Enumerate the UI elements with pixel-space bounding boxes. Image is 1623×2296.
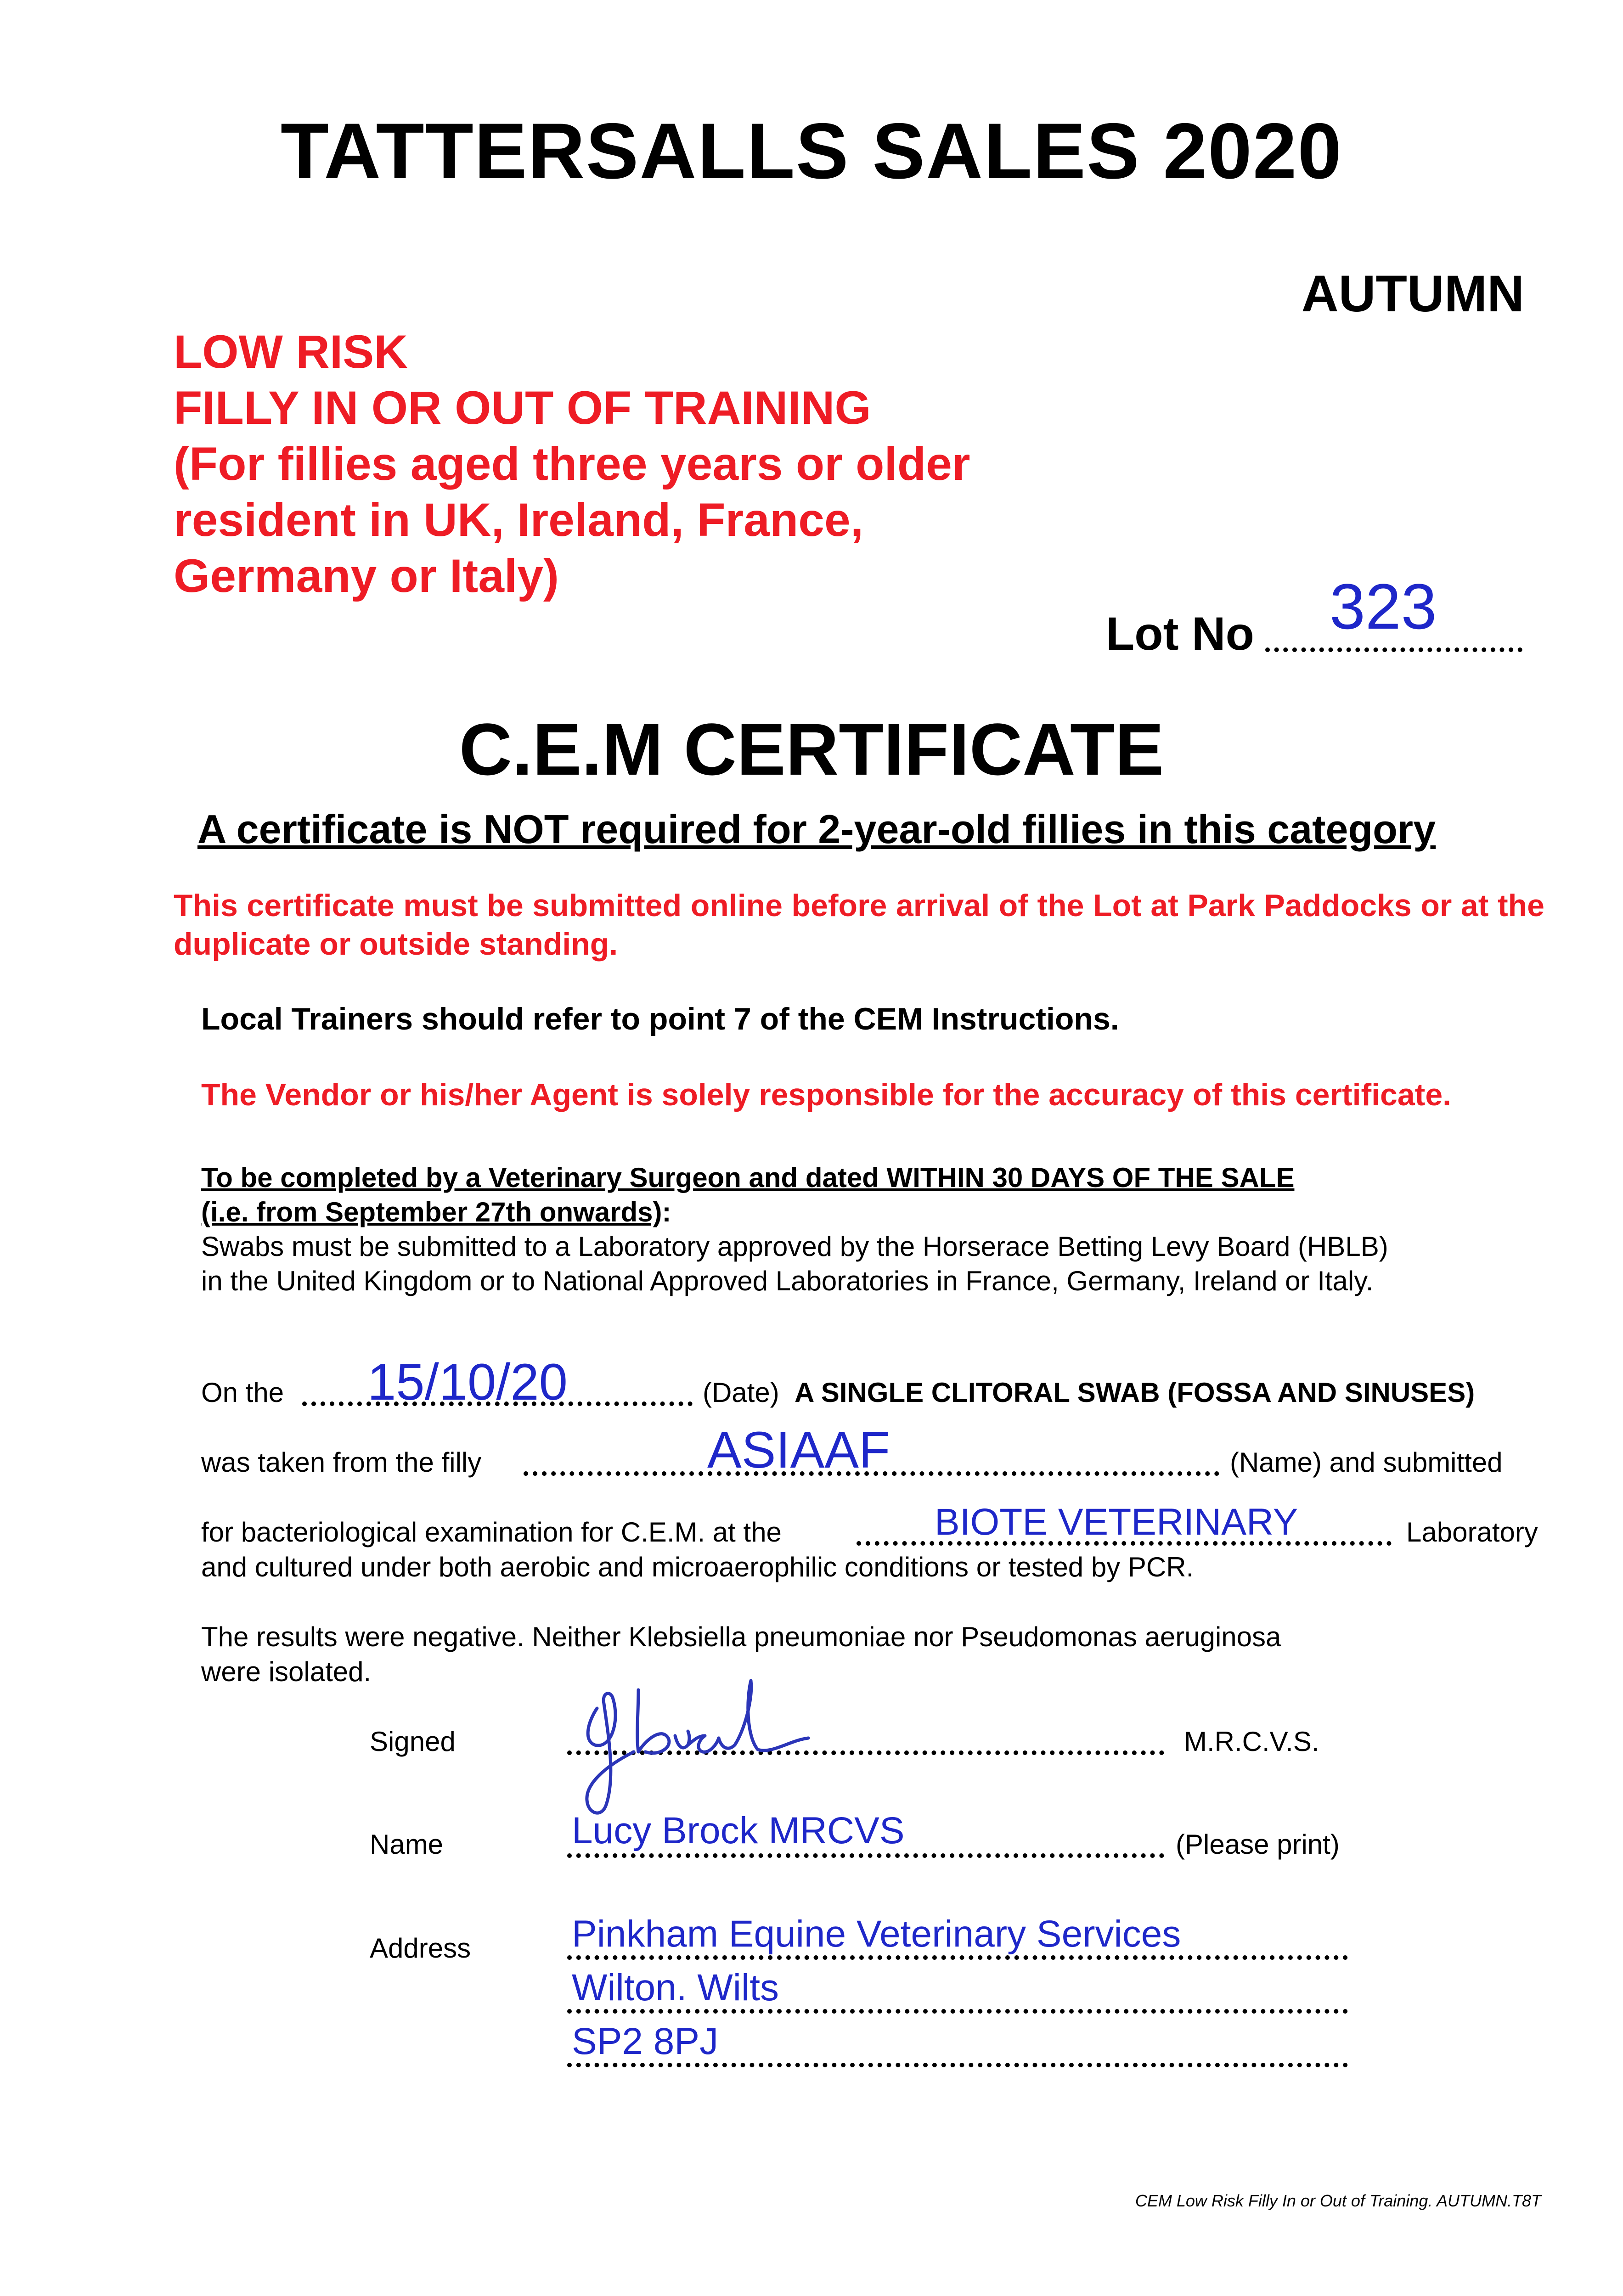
sale-season: AUTUMN xyxy=(1301,265,1524,322)
address-line[interactable]: SP2 8PJ xyxy=(572,2020,719,2062)
results-text: The results were negative. Neither Klebsiella pneumoniae nor Pseudomonas aeruginosa xyxy=(201,1621,1281,1652)
category-line: resident in UK, Ireland, France, xyxy=(174,494,864,546)
exam-text: for bacteriological examination for C.E.M. at the xyxy=(201,1517,782,1548)
lot-number-dotted-line xyxy=(1265,647,1522,652)
category-line: LOW RISK xyxy=(174,326,408,378)
swab-type: A SINGLE CLITORAL SWAB (FOSSA AND SINUSES) xyxy=(795,1377,1475,1408)
form-code-footer: CEM Low Risk Filly In or Out of Training. AUTUMN.T8T xyxy=(1135,2191,1541,2210)
mrcvs-label: M.R.C.V.S. xyxy=(1184,1726,1319,1757)
swab-date-value[interactable]: 15/10/20 xyxy=(367,1353,568,1411)
laboratory-label: Laboratory xyxy=(1406,1517,1538,1548)
lot-number-label: Lot No xyxy=(1106,608,1254,660)
please-print-label: (Please print) xyxy=(1176,1829,1340,1860)
local-trainers-note: Local Trainers should refer to point 7 of the CEM Instructions. xyxy=(201,1002,1119,1036)
swabs-instruction-line: Swabs must be submitted to a Laboratory approved by the Horserace Betting Levy Board (HBLB) xyxy=(201,1231,1388,1262)
category-line: FILLY IN OR OUT OF TRAINING xyxy=(174,382,871,434)
category-block xyxy=(174,324,970,604)
vendor-responsibility-note: The Vendor or his/her Agent is solely responsible for the accuracy of this certificate. xyxy=(201,1077,1452,1112)
on-the-label: On the xyxy=(201,1377,284,1408)
address-dotted-line xyxy=(567,1955,1348,1960)
name-submitted-label: (Name) and submitted xyxy=(1230,1447,1503,1478)
lot-number-value[interactable]: 323 xyxy=(1330,570,1437,642)
taken-from-label: was taken from the filly xyxy=(201,1447,482,1478)
address-dotted-line xyxy=(567,2009,1348,2014)
vet-heading-dates-text: (i.e. from September 27th onwards) xyxy=(201,1197,662,1227)
certificate-title: C.E.M CERTIFICATE xyxy=(459,708,1164,790)
vet-name-dotted-line xyxy=(567,1853,1164,1858)
address-line[interactable]: Wilton. Wilts xyxy=(572,1967,779,2009)
date-label: (Date) xyxy=(703,1377,779,1408)
vet-name-value[interactable]: Lucy Brock MRCVS xyxy=(572,1810,905,1851)
category-line: Germany or Italy) xyxy=(174,550,559,602)
category-line: (For fillies aged three years or older xyxy=(174,438,970,490)
vet-instruction-heading-dates xyxy=(201,1196,671,1228)
address-label: Address xyxy=(370,1933,471,1964)
cultured-text: and cultured under both aerobic and microaerophilic conditions or tested by PCR. xyxy=(201,1552,1194,1582)
document-title: TATTERSALLS SALES 2020 xyxy=(280,107,1343,195)
name-label: Name xyxy=(370,1829,444,1860)
filly-name-value[interactable]: ASIAAF xyxy=(707,1421,890,1479)
vet-heading-colon: : xyxy=(662,1197,671,1227)
results-text: were isolated. xyxy=(201,1656,372,1687)
laboratory-value[interactable]: BIOTE VETERINARY xyxy=(935,1501,1298,1543)
signed-label: Signed xyxy=(370,1726,456,1757)
address-dotted-line xyxy=(567,2063,1348,2067)
vet-signature xyxy=(569,1671,827,1823)
swabs-instruction-line: in the United Kingdom or to National Approved Laboratories in France, Germany, Ireland or Italy. xyxy=(201,1266,1374,1296)
vet-instruction-heading: To be completed by a Veterinary Surgeon and dated WITHIN 30 DAYS OF THE SALE xyxy=(201,1162,1295,1193)
address-line[interactable]: Pinkham Equine Veterinary Services xyxy=(572,1913,1181,1955)
submission-warning: This certificate must be submitted online before arrival of the Lot at Park Paddocks or at the duplicate or outside standing. xyxy=(174,888,1544,962)
not-required-note: A certificate is NOT required for 2-year-old fillies in this category xyxy=(197,806,1436,852)
